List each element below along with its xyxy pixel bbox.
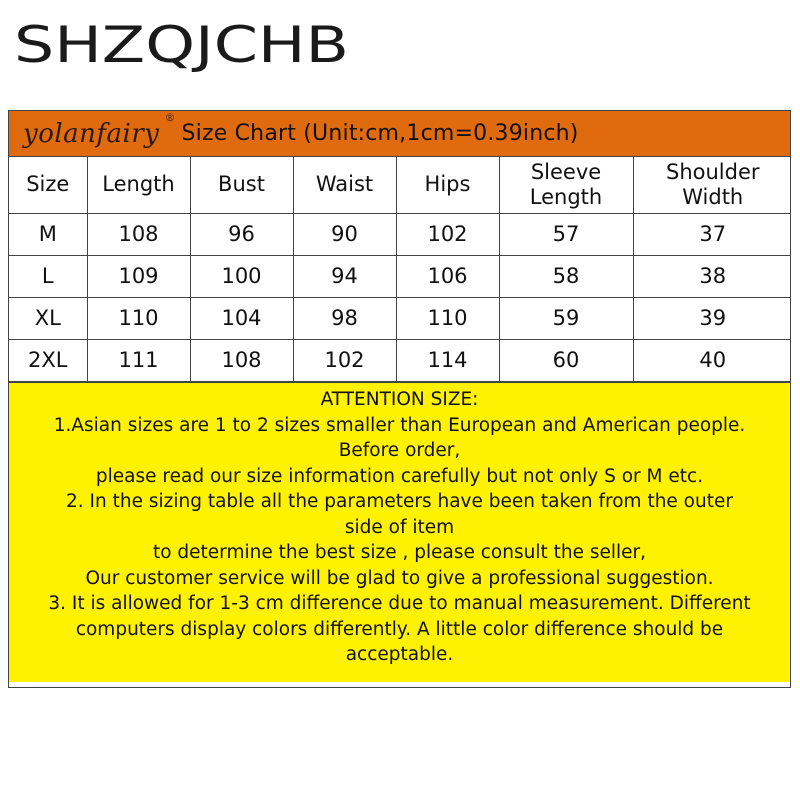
- size-chart-title-bar: [9, 111, 790, 157]
- table-cell: 37: [633, 214, 791, 256]
- table-cell: 57: [499, 214, 633, 256]
- table-cell: 39: [633, 298, 791, 340]
- notes-line: 2. In the sizing table all the parameters have been taken from the outer: [66, 491, 733, 512]
- table-cell: 40: [633, 340, 791, 382]
- table-row: [9, 298, 791, 340]
- column-header: Hips: [396, 157, 499, 214]
- table-cell: 59: [499, 298, 633, 340]
- notes-line: acceptable.: [345, 644, 454, 665]
- registered-mark-icon: ®: [164, 112, 176, 124]
- table-cell: 106: [396, 256, 499, 298]
- table-cell: L: [9, 256, 87, 298]
- notes-line: computers display colors differently. A little color difference should be: [75, 618, 724, 640]
- column-header: Shoulder Width: [633, 157, 791, 214]
- table-cell: 94: [293, 256, 396, 298]
- size-chart-title: Size Chart (Unit:cm,1cm=0.39inch): [181, 121, 579, 146]
- table-cell: M: [9, 214, 87, 256]
- table-cell: 110: [396, 298, 499, 340]
- size-table: [9, 157, 791, 382]
- table-row: [9, 340, 791, 382]
- table-cell: 109: [87, 256, 190, 298]
- table-cell: 90: [293, 214, 396, 256]
- table-cell: 60: [499, 340, 633, 382]
- table-cell: 114: [396, 340, 499, 382]
- column-header: Size: [9, 157, 87, 214]
- brand-logo: [14, 16, 374, 72]
- table-cell: 111: [87, 340, 190, 382]
- notes-line: side of item: [344, 516, 455, 538]
- table-cell: 96: [190, 214, 293, 256]
- table-cell: 104: [190, 298, 293, 340]
- column-header: Waist: [293, 157, 396, 214]
- table-cell: 102: [293, 340, 396, 382]
- table-cell: 110: [87, 298, 190, 340]
- column-header: Length: [87, 157, 190, 214]
- table-cell: 100: [190, 256, 293, 298]
- table-cell: 108: [190, 340, 293, 382]
- table-row: [9, 256, 791, 298]
- notes-line: 1.Asian sizes are 1 to 2 sizes smaller than European and American people.: [53, 414, 746, 436]
- table-row: [9, 214, 791, 256]
- column-header: Sleeve Length: [499, 157, 633, 214]
- size-chart: [8, 110, 791, 688]
- notes-line: Our customer service will be glad to give a professional suggestion.: [85, 567, 714, 589]
- table-header-row: [9, 157, 791, 214]
- table-cell: XL: [9, 298, 87, 340]
- notes-heading: ATTENTION SIZE:: [320, 389, 479, 410]
- attention-notes: [9, 382, 790, 682]
- notes-line: Before order,: [338, 440, 461, 461]
- table-cell: 58: [499, 256, 633, 298]
- notes-line: 3. It is allowed for 1-3 cm difference due to manual measurement. Different: [48, 593, 751, 614]
- notes-line: to determine the best size , please consult the seller,: [152, 542, 647, 563]
- brand-name: SHZQJCHB: [14, 16, 349, 72]
- table-cell: 2XL: [9, 340, 87, 382]
- yolanfairy-logo: [23, 112, 176, 149]
- table-cell: 98: [293, 298, 396, 340]
- table-cell: 38: [633, 256, 791, 298]
- table-cell: 102: [396, 214, 499, 256]
- column-header: Bust: [190, 157, 293, 214]
- notes-line: please read our size information carefully but not only S or M etc.: [95, 465, 704, 487]
- logo-text: yolanfairy: [23, 118, 160, 149]
- table-cell: 108: [87, 214, 190, 256]
